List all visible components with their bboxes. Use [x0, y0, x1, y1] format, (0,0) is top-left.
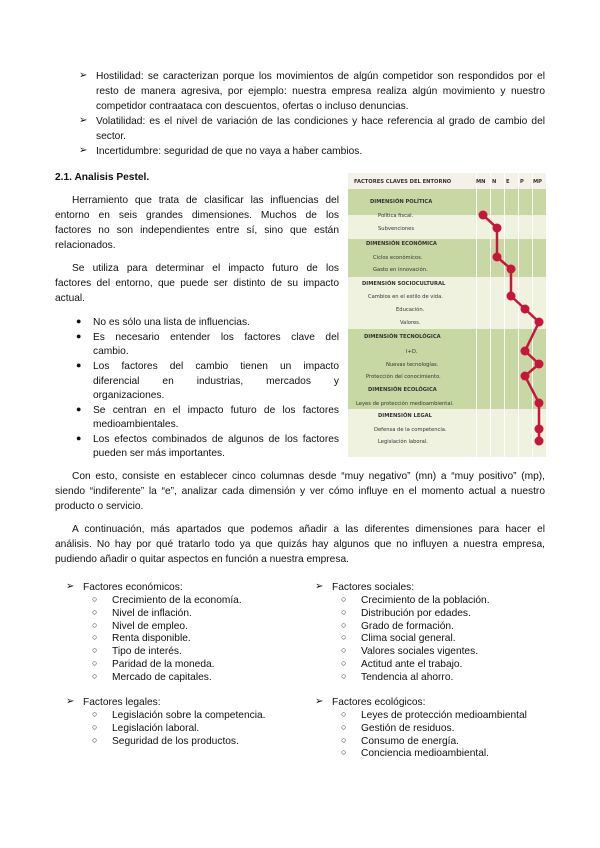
circle-bullet-icon: ○ — [92, 594, 98, 604]
circle-bullet-icon: ○ — [341, 709, 347, 719]
pestel-row-label: Leyes de protección medioambiental. — [356, 401, 454, 407]
pestel-rating-point — [479, 211, 488, 220]
circle-bullet-icon: ○ — [341, 747, 347, 758]
pestel-header: FACTORES CLAVES DEL ENTORNO — [354, 179, 452, 185]
pestel-row-label: Ciclos económicos. — [373, 255, 423, 261]
pestel-row-label: Valores. — [400, 320, 421, 326]
circle-bullet-icon: ○ — [341, 619, 347, 630]
dot-bullet-5-line-1: Los efectos combinados de algunos de los factores — [93, 434, 339, 445]
arrow-bullet-icon: ➢ — [79, 70, 88, 81]
dot-bullet-3-line-1: Los factores del cambio tienen un impacto — [93, 361, 339, 372]
factor-item: Grado de formación. — [361, 620, 454, 632]
pestel-rating-point — [507, 265, 516, 274]
pestel-row-label: DIMENSIÓN LEGAL — [378, 413, 432, 419]
pestel-rating-plot — [348, 173, 546, 457]
bullet-volatilidad-line-2: sector. — [96, 131, 127, 142]
factor-group-title-ecologicos: Factores ecológicos: — [332, 697, 426, 708]
arrow-bullet-icon: ➢ — [79, 145, 88, 156]
dot-bullet-5-line-2: pueden ser más importantes. — [93, 448, 225, 459]
pestel-rating-point — [521, 347, 530, 356]
pestel-row-label: I+D. — [406, 349, 418, 355]
dot-bullet-icon: ● — [76, 316, 82, 326]
pestel-rating-point — [535, 399, 544, 408]
para1-line-3: factores no son independientes entre sí, sino que están — [55, 225, 339, 236]
pestel-rating-point — [535, 425, 544, 434]
para4-line-3: pudiendo añadir o quitar aspectos en función a nuestra empresa. — [55, 554, 349, 565]
arrow-bullet-icon: ➢ — [66, 581, 75, 592]
factor-item: Nivel de empleo. — [112, 620, 188, 632]
para1-line-2: entorno en seis grandes dimensiones. Muchos de los — [55, 210, 339, 221]
circle-bullet-icon: ○ — [341, 594, 347, 604]
pestel-row-label: DIMENSIÓN ECONÓMICA — [366, 241, 437, 247]
pestel-row-label: DIMENSIÓN POLÍTICA — [370, 199, 433, 205]
pestel-row-label: Política fiscal. — [378, 213, 414, 219]
pestel-row-label: DIMENSIÓN TECNOLÓGICA — [364, 334, 441, 340]
pestel-rating-point — [535, 437, 544, 446]
pestel-row-label: Nuevas tecnologías. — [386, 362, 439, 368]
circle-bullet-icon: ○ — [341, 721, 347, 732]
arrow-bullet-icon: ➢ — [315, 581, 324, 592]
circle-bullet-icon: ○ — [92, 632, 98, 643]
pestel-rating-point — [507, 292, 516, 301]
bullet-volatilidad-line-1: Volatilidad: es el nivel de variación de las condiciones y hace referencia al grado de cambio del — [96, 116, 545, 127]
factor-item: Crecimiento de la población. — [361, 595, 490, 606]
para2-line-2: factores del entorno, que puede ser distinto de su impacto — [55, 278, 339, 289]
dot-bullet-1-line-1: No es sólo una lista de influencias. — [93, 317, 250, 328]
factor-item: Distribución por edades. — [361, 607, 471, 619]
factor-item: Gestión de residuos. — [361, 722, 455, 734]
factor-item: Legislación sobre la competencia. — [112, 710, 266, 721]
factor-item: Conciencia medioambiental. — [361, 748, 489, 760]
bullet-hostilidad-line-1: Hostilidad: se caracterizan porque los movimientos de algún competidor son respondidos por el — [96, 71, 545, 82]
pestel-row-label: Subvenciones — [378, 226, 415, 232]
para3-line-2: siendo “indiferente” la “e”, analizar cada dimensión y ver cómo influye en el momento actual a nuestro — [55, 486, 545, 497]
para4-line-2: análisis. No hay por qué tratarlo todo ya que quizás hay algunos que no influyen a nuestra empresa, — [55, 539, 545, 550]
circle-bullet-icon: ○ — [92, 721, 98, 732]
factor-group-title-legales: Factores legales: — [83, 697, 161, 708]
pestel-rating-point — [521, 372, 530, 381]
arrow-bullet-icon: ➢ — [66, 696, 75, 707]
pestel-col-n: N — [492, 179, 497, 185]
circle-bullet-icon: ○ — [341, 632, 347, 643]
factor-item: Renta disponible. — [112, 633, 191, 645]
arrow-bullet-icon: ➢ — [315, 696, 324, 707]
pestel-rating-point — [535, 360, 544, 369]
circle-bullet-icon: ○ — [341, 734, 347, 745]
pestel-rating-point — [521, 305, 530, 314]
pestel-col-mn: MN — [476, 179, 486, 185]
pestel-row-label: Cambios en el estilo de vida. — [368, 294, 443, 300]
factor-group-title-economicos: Factores económicos: — [83, 582, 183, 593]
dot-bullet-3-line-2: diferencial en industrias, mercados y — [93, 376, 339, 387]
pestel-row-label: Legislación laboral. — [378, 439, 428, 445]
bullet-hostilidad-line-2: resto de manera agresiva, por ejemplo: nuestra empresa realiza algún movimiento y nuestro — [96, 86, 545, 97]
circle-bullet-icon: ○ — [341, 670, 347, 681]
factor-item: Seguridad de los productos. — [112, 735, 239, 747]
circle-bullet-icon: ○ — [92, 606, 98, 617]
para2-line-3: actual. — [55, 293, 86, 304]
factor-item: Mercado de capitales. — [112, 671, 212, 683]
factor-item: Actitud ante el trabajo. — [361, 659, 463, 670]
pestel-col-e: E — [506, 179, 510, 185]
factor-item: Valores sociales vigentes. — [361, 646, 479, 658]
pestel-row-label: Protección del conocimiento. — [366, 374, 441, 380]
circle-bullet-icon: ○ — [341, 658, 347, 668]
section-title: 2.1. Analisis Pestel. — [55, 172, 150, 183]
pestel-row-label: Defensa de la competencia. — [374, 427, 447, 433]
para1-line-4: relacionados. — [55, 240, 116, 251]
pestel-row-label: Educación. — [396, 307, 425, 313]
pestel-rating-point — [493, 253, 502, 262]
circle-bullet-icon: ○ — [92, 658, 98, 668]
circle-bullet-icon: ○ — [92, 645, 98, 656]
pestel-col-p: P — [520, 179, 524, 185]
para3-line-3: producto o servicio. — [55, 501, 144, 512]
pestel-rating-point — [493, 224, 502, 233]
arrow-bullet-icon: ➢ — [79, 115, 88, 126]
bullet-hostilidad-line-3: competidor contraataca con descuentos, ofertas o incluso denuncias. — [96, 101, 409, 112]
para2-line-1: Se utiliza para determinar el impacto futuro de los — [72, 263, 339, 274]
para4-line-1: A continuación, más apartados que podemos añadir a las diferentes dimensiones para hacer el — [72, 524, 545, 535]
dot-bullet-4-line-2: medioambientales. — [93, 419, 179, 430]
pestel-figure — [348, 173, 546, 457]
circle-bullet-icon: ○ — [92, 734, 98, 745]
factor-item: Crecimiento de la economía. — [112, 595, 242, 606]
dot-bullet-icon: ● — [76, 360, 82, 370]
dot-bullet-icon: ● — [76, 331, 82, 341]
bullet-incertidumbre-line-1: Incertidumbre: seguridad de que no vaya a haber cambios. — [96, 146, 363, 157]
circle-bullet-icon: ○ — [341, 645, 347, 656]
dot-bullet-2-line-2: cambio. — [93, 346, 129, 357]
circle-bullet-icon: ○ — [341, 606, 347, 617]
circle-bullet-icon: ○ — [92, 670, 98, 681]
factor-item: Nivel de inflación. — [112, 607, 192, 619]
circle-bullet-icon: ○ — [92, 619, 98, 630]
para1-line-1: Herramiento que trata de clasificar las influencias del — [72, 195, 339, 206]
factor-item: Clima social general. — [361, 633, 456, 645]
dot-bullet-4-line-1: Se centran en el impacto futuro de los factores — [93, 405, 339, 416]
dot-bullet-2-line-1: Es necesario entender los factores clave del — [93, 332, 339, 343]
pestel-row-label: Gasto en innovación. — [373, 267, 428, 273]
factor-item: Paridad de la moneda. — [112, 659, 215, 670]
factor-item: Legislación laboral. — [112, 722, 200, 734]
pestel-rating-point — [535, 318, 544, 327]
circle-bullet-icon: ○ — [92, 709, 98, 719]
pestel-row-label: DIMENSIÓN ECOLÓGICA — [368, 387, 437, 393]
para3-line-1: Con esto, consiste en establecer cinco columnas desde “muy negativo” (mn) a “muy positivo” (mp), — [72, 471, 545, 482]
factor-item: Consumo de energía. — [361, 735, 459, 747]
dot-bullet-icon: ● — [76, 404, 82, 414]
factor-item: Tipo de interés. — [112, 646, 182, 658]
pestel-rating-line — [483, 215, 539, 441]
factor-group-title-sociales: Factores sociales: — [332, 582, 415, 593]
pestel-col-mp: MP — [533, 179, 542, 185]
dot-bullet-3-line-3: organizaciones. — [93, 390, 165, 401]
dot-bullet-icon: ● — [76, 433, 82, 443]
factor-item: Leyes de protección medioambiental — [361, 710, 527, 721]
factor-item: Tendencia al ahorro. — [361, 671, 454, 683]
pestel-row-label: DIMENSIÓN SOCIOCULTURAL — [362, 281, 446, 287]
